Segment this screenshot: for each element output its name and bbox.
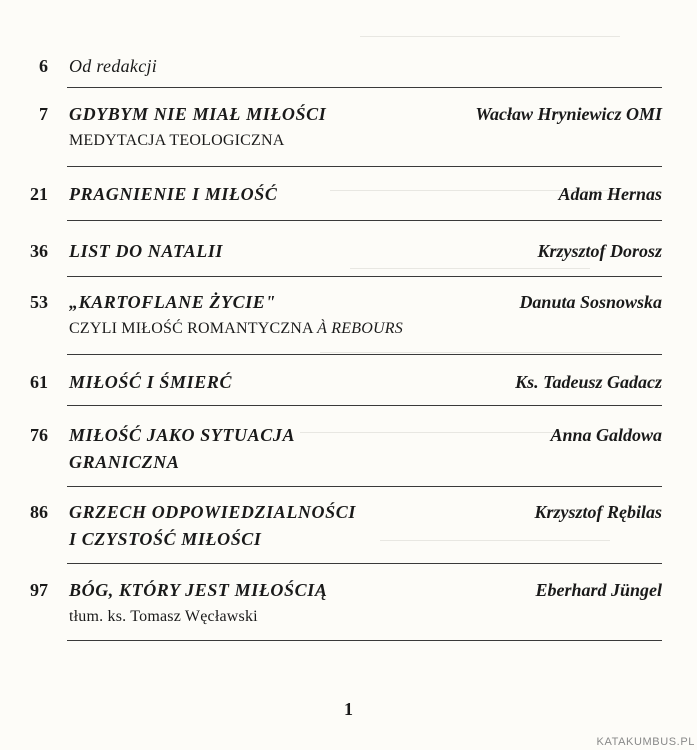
- entry-page-number: 53: [30, 292, 48, 312]
- bleed-through-mark: [320, 352, 620, 353]
- entry-title: GRZECH ODPOWIEDZIALNOŚCI: [69, 502, 356, 522]
- entry-title: GDYBYM NIE MIAŁ MIŁOŚCI: [69, 104, 327, 124]
- entry-author: Adam Hernas: [558, 184, 662, 204]
- entry-page-number: 61: [30, 372, 48, 392]
- entry-divider: [67, 87, 662, 88]
- entry-page-number: 7: [39, 104, 48, 124]
- entry-page-number: 21: [30, 184, 48, 204]
- bleed-through-mark: [380, 540, 610, 541]
- entry-title: Od redakcji: [69, 56, 158, 76]
- entry-title: „KARTOFLANE ŻYCIE": [69, 292, 276, 312]
- entry-divider: [67, 563, 662, 564]
- entry-author: Danuta Sosnowska: [519, 292, 662, 312]
- entry-divider: [67, 405, 662, 406]
- entry-page-number: 86: [30, 502, 48, 522]
- entry-divider: [67, 486, 662, 487]
- entry-translator: tłum. ks. Tomasz Węcławski: [69, 608, 258, 625]
- watermark: KATAKUMBUS.PL: [596, 736, 695, 748]
- entry-title-continued: GRANICZNA: [69, 452, 180, 472]
- entry-subtitle: CZYLI MIŁOŚĆ ROMANTYCZNA À REBOURS: [69, 320, 403, 337]
- entry-title: MIŁOŚĆ JAKO SYTUACJA: [69, 425, 296, 445]
- entry-divider: [67, 354, 662, 355]
- entry-divider: [67, 166, 662, 167]
- bleed-through-mark: [350, 268, 590, 269]
- page-number: 1: [344, 699, 353, 719]
- entry-page-number: 6: [39, 56, 48, 76]
- entry-title: LIST DO NATALII: [69, 241, 224, 261]
- entry-title: MIŁOŚĆ I ŚMIERĆ: [69, 372, 233, 392]
- entry-divider: [67, 220, 662, 221]
- entry-author: Ks. Tadeusz Gadacz: [515, 372, 662, 392]
- entry-author: Anna Galdowa: [550, 425, 662, 445]
- entry-author: Wacław Hryniewicz OMI: [475, 104, 662, 124]
- entry-title: BÓG, KTÓRY JEST MIŁOŚCIĄ: [69, 580, 328, 600]
- entry-page-number: 76: [30, 425, 48, 445]
- entry-title: PRAGNIENIE I MIŁOŚĆ: [69, 184, 278, 204]
- entry-divider: [67, 640, 662, 641]
- bleed-through-mark: [360, 36, 620, 37]
- entry-author: Krzysztof Dorosz: [537, 241, 662, 261]
- entry-author: Eberhard Jüngel: [535, 580, 662, 600]
- entry-divider: [67, 276, 662, 277]
- bleed-through-mark: [300, 432, 580, 433]
- entry-page-number: 97: [30, 580, 48, 600]
- entry-author: Krzysztof Rębilas: [534, 502, 662, 522]
- entry-subtitle: MEDYTACJA TEOLOGICZNA: [69, 132, 285, 149]
- entry-page-number: 36: [30, 241, 48, 261]
- entry-title-continued: I CZYSTOŚĆ MIŁOŚCI: [69, 529, 262, 549]
